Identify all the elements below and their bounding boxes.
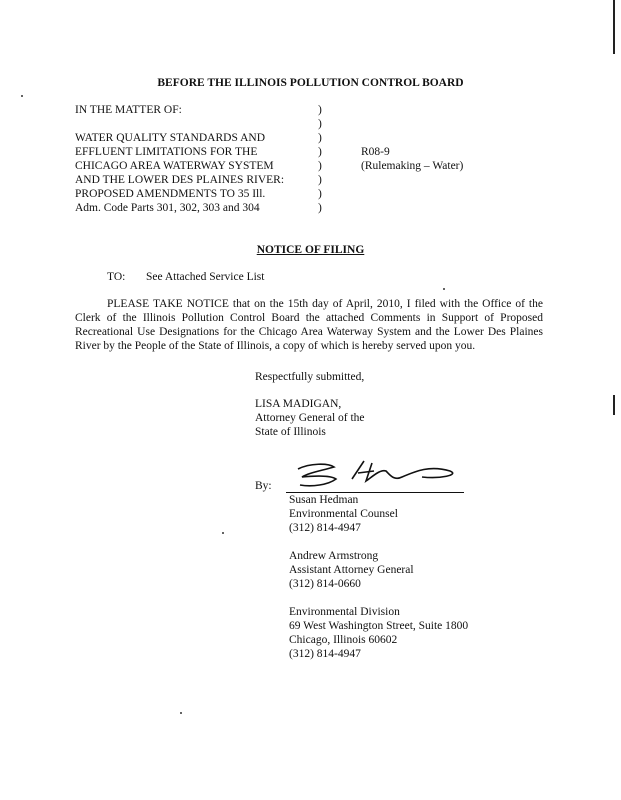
division-phone: (312) 814-4947 — [289, 648, 361, 660]
attorney-general-block — [255, 397, 365, 439]
counsel-name: Andrew Armstrong — [289, 550, 379, 562]
second-counsel-block — [289, 549, 414, 591]
caption-line: IN THE MATTER OF: — [75, 104, 182, 116]
caption-line: AND THE LOWER DES PLAINES RIVER: — [75, 174, 285, 186]
notice-body-text: PLEASE TAKE NOTICE that on the 15th day of April, 2010, I filed with the Office of the Clerk of the Illinois Pollution Control Board the attached Comments in Support of Proposed Recreational Use Designations for the Chicago Area Waterway System and the Lower Des Plaines River by the People of the State of Illinois, a copy of which is hereby served upon you. — [75, 298, 543, 352]
caption-bracket: ) — [318, 146, 322, 158]
scan-edge-mark — [613, 395, 615, 415]
caption-line: Adm. Code Parts 301, 302, 303 and 304 — [75, 202, 260, 214]
caption-line: WATER QUALITY STANDARDS AND — [75, 132, 265, 144]
to-value: See Attached Service List — [146, 271, 265, 283]
signer-block — [289, 493, 398, 535]
caption-line: PROPOSED AMENDMENTS TO 35 Ill. — [75, 188, 266, 200]
counsel-phone: (312) 814-0660 — [289, 578, 361, 590]
signer-title: Environmental Counsel — [289, 508, 398, 520]
caption-bracket: ) — [318, 118, 322, 130]
scan-speck — [21, 95, 23, 97]
signer-name: Susan Hedman — [289, 494, 359, 506]
by-label: By: — [255, 480, 272, 492]
signer-phone: (312) 814-4947 — [289, 522, 361, 534]
caption-line — [75, 117, 284, 131]
to-label: TO: — [107, 271, 126, 283]
notice-body — [75, 297, 543, 353]
caption-bracket: ) — [318, 188, 322, 200]
case-type: (Rulemaking – Water) — [361, 160, 464, 172]
case-info — [361, 145, 463, 173]
scan-speck — [443, 288, 445, 290]
scan-speck — [222, 532, 224, 534]
scan-speck — [180, 712, 182, 714]
closing: Respectfully submitted, — [255, 371, 365, 383]
caption-bracket: ) — [318, 104, 322, 116]
caption-bracket: ) — [318, 202, 322, 214]
caption-bracket-column — [318, 103, 322, 215]
scan-edge-mark — [613, 0, 615, 54]
caption-line: CHICAGO AREA WATERWAY SYSTEM — [75, 160, 274, 172]
division-city: Chicago, Illinois 60602 — [289, 634, 398, 646]
counsel-title: Assistant Attorney General — [289, 564, 414, 576]
case-caption — [75, 103, 284, 215]
division-name: Environmental Division — [289, 606, 400, 618]
ag-name: LISA MADIGAN, — [255, 398, 342, 410]
document-title: BEFORE THE ILLINOIS POLLUTION CONTROL BOARD — [157, 77, 464, 89]
ag-state: State of Illinois — [255, 426, 326, 438]
ag-title: Attorney General of the — [255, 412, 365, 424]
division-block — [289, 605, 468, 661]
caption-line: EFFLUENT LIMITATIONS FOR THE — [75, 146, 258, 158]
case-number: R08-9 — [361, 146, 390, 158]
caption-bracket: ) — [318, 174, 322, 186]
notice-title: NOTICE OF FILING — [256, 244, 365, 256]
caption-bracket: ) — [318, 132, 322, 144]
division-street: 69 West Washington Street, Suite 1800 — [289, 620, 469, 632]
caption-bracket: ) — [318, 160, 322, 172]
signature-image — [290, 455, 470, 495]
